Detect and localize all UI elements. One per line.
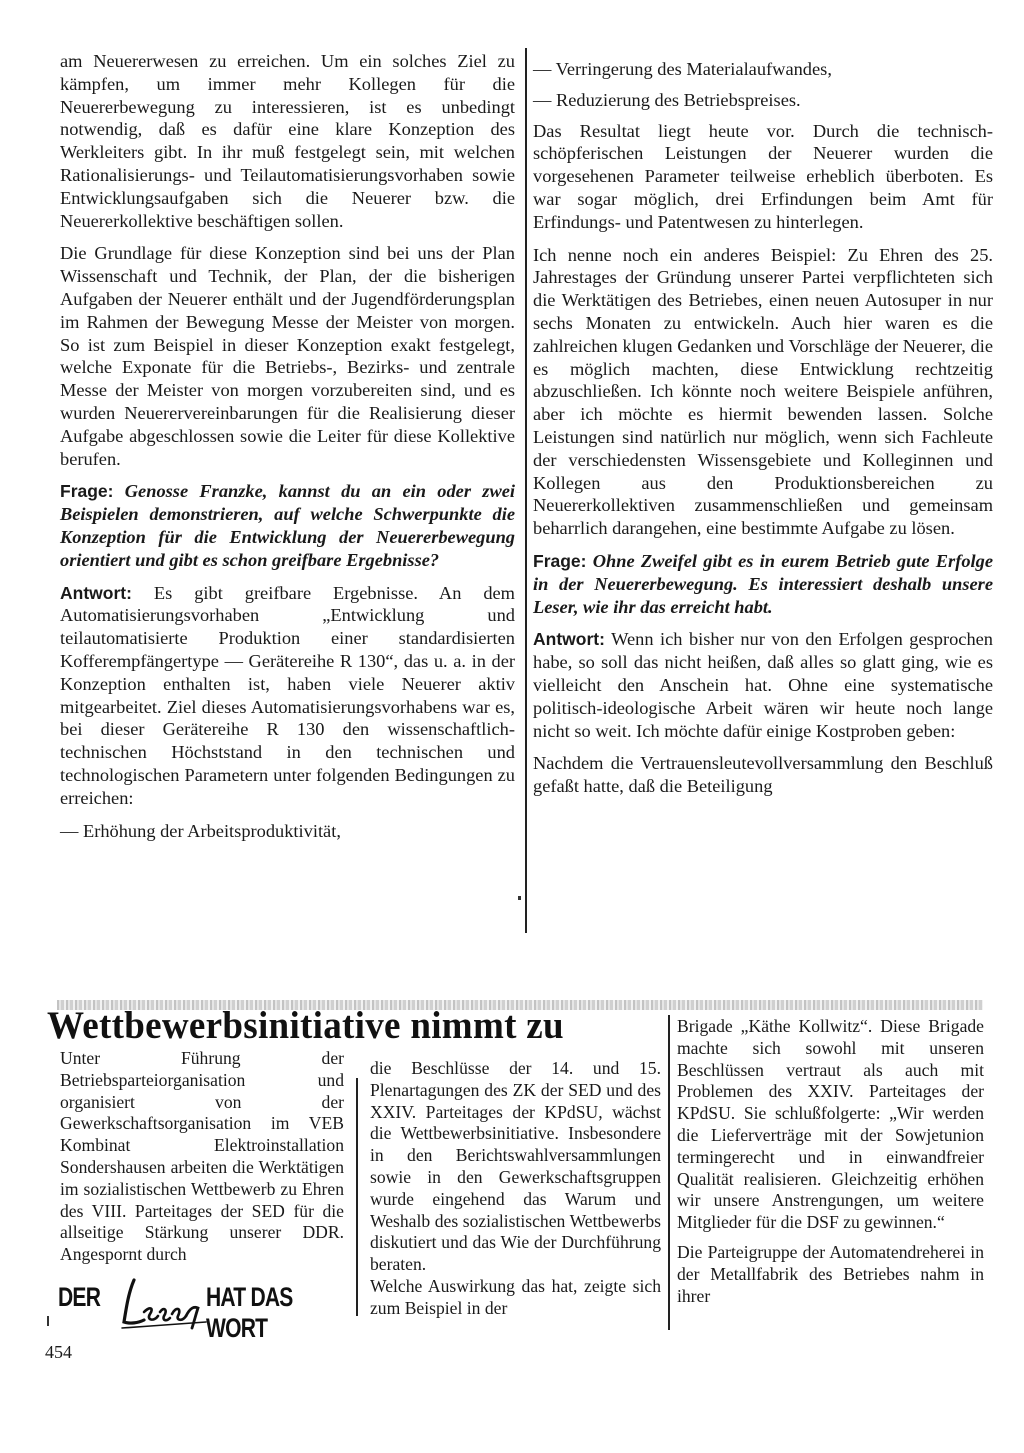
question-text: Genosse Franzke, kannst du an ein oder zwei Beispielen demonstrieren, auf welche Schwerpunkte die Konzeption für die Entwicklung der Neuererbewegung orientiert und gibt es schon greifbare Ergebnisse? <box>60 481 515 570</box>
interview-answer <box>533 628 993 742</box>
bullet-item: — Verringerung des Materialaufwandes, <box>533 59 832 79</box>
bullet-item: — Erhöhung der Arbeitsproduktivität, <box>60 820 341 841</box>
paragraph: Nachdem die Vertrauensleutevollversammlung den Beschluß gefaßt hatte, daß die Beteiligung <box>533 753 993 797</box>
logo-words-hat-das-wort: HAT DAS WORT <box>206 1282 293 1343</box>
answer-text: Es gibt greifbare Ergebnisse. An dem Automatisierungsvorhaben „Entwicklung und teilautomatisierte Produktion einer standardisierten Kofferempfängertype — Gerätereihe R 130“, das u. a. in der Konzeption enthalten ist, haben viele Neuerer aktiv mitgearbeitet. Ziel dieses Automatisierungsvorhabens war es, bei dieser Gerätereihe R 130 den wissenschaftlich-technischen Höchststand in den technischen und technologischen Parametern unter folgenden Bedingungen zu erreichen: <box>60 582 515 808</box>
answer-text: Wenn ich bisher nur von den Erfolgen gesprochen habe, so soll das nicht heißen, daß alles so glatt ging, wie es vielleicht den Anschein hat. Ohne eine systematische politisch-ideologische Arbeit wären wir heute noch lange nicht so weit. Ich möchte dafür einige Kostproben geben: <box>533 629 994 741</box>
article-column-right <box>533 58 993 808</box>
column-rule <box>525 48 527 933</box>
logo-script-leser <box>120 1272 210 1334</box>
question-text: Ohne Zweifel gibt es in eurem Betrieb gute Erfolge in der Neuererbewegung. Es interessiert deshalb unsere Leser, wie ihr das erreicht habt. <box>533 550 993 617</box>
answer-label: Antwort: <box>533 629 605 650</box>
answer-label: Antwort: <box>60 582 132 603</box>
paragraph: Die Grundlage für diese Konzeption sind bei uns der Plan Wissenschaft und Technik, der Plan, der die bisherigen Aufgaben der Neuerer enthält und der Jugendförderungsplan im Rahmen der Bewegung Messe der Meister von morgen. So ist zum Beispiel in dieser Konzeption exakt festgelegt, welche Exponate für die Betriebs-, Bezirks- und zentrale Messe der Meister von morgen vorzubereiten sind, und es wurden Neuerervereinbarungen für die Realisierung dieser Aufgabe abgeschlossen sowie die Leiter für diese Kollektive berufen. <box>60 243 515 469</box>
news-column-2 <box>370 1058 661 1320</box>
article-column-left <box>60 50 515 850</box>
paragraph: Unter Führung der Betriebsparteiorganisation und organisiert von der Gewerkschaftsorganisation im VEB Kombinat Elektroinstallation Sondershausen arbeiten die Werktätigen im sozialistischen Wettbewerb zu Ehren des VIII. Parteitages der SED für die allseitige Stärkung unserer DDR. Angespornt durch <box>60 1048 344 1265</box>
news-column-1 <box>60 1048 344 1266</box>
rubric-logo <box>58 1272 358 1343</box>
paragraph: die Beschlüsse der 14. und 15. Plenartagungen des ZK der SED und des XXIV. Parteitages der KPdSU, wächst die Wettbewerbsinitiative. Insbesondere in den Berichtswahlversammlungen sowie in den Gewerkschaftsgruppen wurde eingehend das Warum und Weshalb des sozialistischen Wettbewerbs diskutiert und das Wie der Durchführung beraten. <box>370 1058 661 1275</box>
column-rule <box>668 1015 670 1330</box>
paragraph: Welche Auswirkung das hat, zeigte sich zum Beispiel in der <box>370 1275 661 1318</box>
interview-question <box>60 480 515 571</box>
print-speck <box>518 896 521 900</box>
paragraph: Ich nenne noch ein anderes Beispiel: Zu Ehren des 25. Jahrestages der Gründung unserer Partei verpflichteten sich die Werktätigen des Betriebes, einen neuen Autosuper in nur sechs Monaten zu entwickeln. Auch hier waren es die zahlreichen klugen Gedanken und Vorschläge der Neuerer, die es möglich machten, diese Entwicklung rechtzeitig abzuschließen. Ich könnte noch weitere Beispiele anführen, aber ich möchte es hiermit bewenden lassen. Solche Leistungen sind natürlich nur möglich, wenn sich Fachleute der verschiedensten Wissensgebiete und Kolleginnen und Kollegen aus den Produktionsbereichen zu Neuererkollektiven zusammenschließen und gemeinsam beharrlich darangehen, eine bestimmte Aufgabe zu lösen. <box>533 244 993 539</box>
section-headline: Wettbewerbsinitiative nimmt zu <box>47 1004 564 1047</box>
paragraph: Die Parteigruppe der Automatendreherei in der Metallfabrik des Betriebes nahm in ihrer <box>677 1241 984 1306</box>
interview-answer <box>60 582 515 810</box>
paragraph: am Neuererwesen zu erreichen. Um ein solches Ziel zu kämpfen, um immer mehr Kollegen für die Neuererbewegung zu interessieren, ist es unbedingt notwendig, daß es dafür eine klare Konzeption des Werkleiters gibt. In ihr muß festgelegt sein, mit welchen Rationalisierungs- und Teilautomatisierungsvorhaben sowie Entwicklungsaufgaben sich die Neuerer bzw. die Neuererkollektive beschäftigen sollen. <box>60 51 515 231</box>
question-label: Frage: <box>533 550 587 571</box>
interview-question <box>533 550 993 618</box>
question-label: Frage: <box>60 481 114 502</box>
news-column-3 <box>677 1016 984 1307</box>
print-speck <box>47 1316 49 1326</box>
page-number: 454 <box>45 1342 72 1362</box>
logo-word-der: DER <box>58 1282 101 1312</box>
bullet-item: — Reduzierung des Betriebspreises. <box>533 89 801 110</box>
paragraph: Das Resultat liegt heute vor. Durch die technisch-schöpferischen Leistungen der Neuerer wurden die vorgesehenen Parameter teilweise erheblich überboten. Es war sogar möglich, drei Erfindungen beim Amt für Erfindungs- und Patentwesen zu hinterlegen. <box>533 120 993 232</box>
paragraph: Brigade „Käthe Kollwitz“. Diese Brigade machte sich sowohl mit unseren Beschlüssen vertraut als auch mit Problemen des XXIV. Parteitages der KPdSU. Sie schlußfolgerte: „Wir werden die Lieferverträge mit der Sowjetunion termingerecht und in einwandfreier Qualität realisieren. Gleichzeitig erhöhen wir unsere Anstrengungen, um weitere Mitglieder für die DSF zu gewinnen.“ <box>677 1016 984 1233</box>
